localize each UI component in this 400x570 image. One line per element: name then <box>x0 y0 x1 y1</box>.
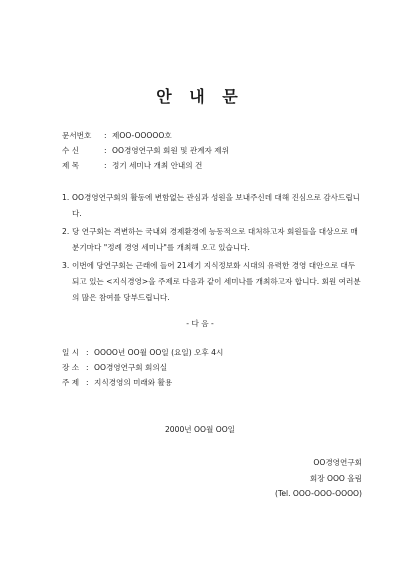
recipient-row <box>62 145 229 156</box>
topic-row <box>62 377 172 388</box>
body-item <box>62 224 362 256</box>
notice-heading: - 다 음 - <box>186 319 214 328</box>
doc-number-row <box>62 130 172 141</box>
topic-label: 주 제 <box>62 378 80 387</box>
item-number: 2. <box>62 227 70 236</box>
date-row <box>62 347 223 358</box>
place-value: OO경영연구회 회의실 <box>94 363 168 372</box>
item-text: 이번에 당연구회는 근래에 들어 21세기 지식정보화 시대의 유력한 경영 대안으로 대두되고 있는 <지식경영>을 주제로 다음과 같이 세미나를 개최하고자 합니다. 회원 여러분의 많은 참여를 당부드립니다. <box>72 261 361 302</box>
sender-tel: (Tel. OOO-OOO-OOOO) <box>275 489 362 498</box>
date-value: OOOO년 OO월 OO일 (요일) 오후 4시 <box>94 348 224 357</box>
date-label: 일 시 <box>62 348 80 357</box>
colon: : <box>86 363 89 372</box>
body-item <box>62 190 362 222</box>
place-row <box>62 362 167 373</box>
item-text: 당 연구회는 격변하는 국내외 경제환경에 능동적으로 대처하고자 회원들을 대상으로 매분기마다 "정례 경영 세미나"를 개최해 오고 있습니다. <box>72 227 358 252</box>
sender-rep: 회장 OOO 올림 <box>309 474 362 483</box>
item-text: OO경영연구회의 활동에 변함없는 관심과 성원을 보내주신데 대해 진심으로 감사드립니다. <box>72 193 361 218</box>
colon: : <box>104 131 107 140</box>
recipient-label: 수 신 <box>62 146 80 155</box>
place-label: 장 소 <box>62 363 80 372</box>
item-number: 3. <box>62 261 70 270</box>
subject-value: 정기 세미나 개최 안내의 건 <box>112 161 203 170</box>
doc-number-value: 제OO-OOOOO호 <box>112 131 172 140</box>
colon: : <box>104 146 107 155</box>
topic-value: 지식경영의 미래와 활용 <box>94 378 173 387</box>
subject-label: 제 목 <box>62 161 80 170</box>
sender-org: OO경영연구회 <box>313 458 362 467</box>
doc-number-label: 문서번호 <box>62 131 92 140</box>
subject-row <box>62 160 202 171</box>
item-number: 1. <box>62 193 70 202</box>
issue-date: 2000년 OO월 OO일 <box>164 425 236 434</box>
colon: : <box>104 161 107 170</box>
colon: : <box>86 378 89 387</box>
document-title: 안 내 문 <box>156 87 244 106</box>
recipient-value: OO경영연구회 회원 및 관계자 제위 <box>112 146 229 155</box>
body-list <box>62 190 362 306</box>
body-item <box>62 258 362 306</box>
colon: : <box>86 348 89 357</box>
